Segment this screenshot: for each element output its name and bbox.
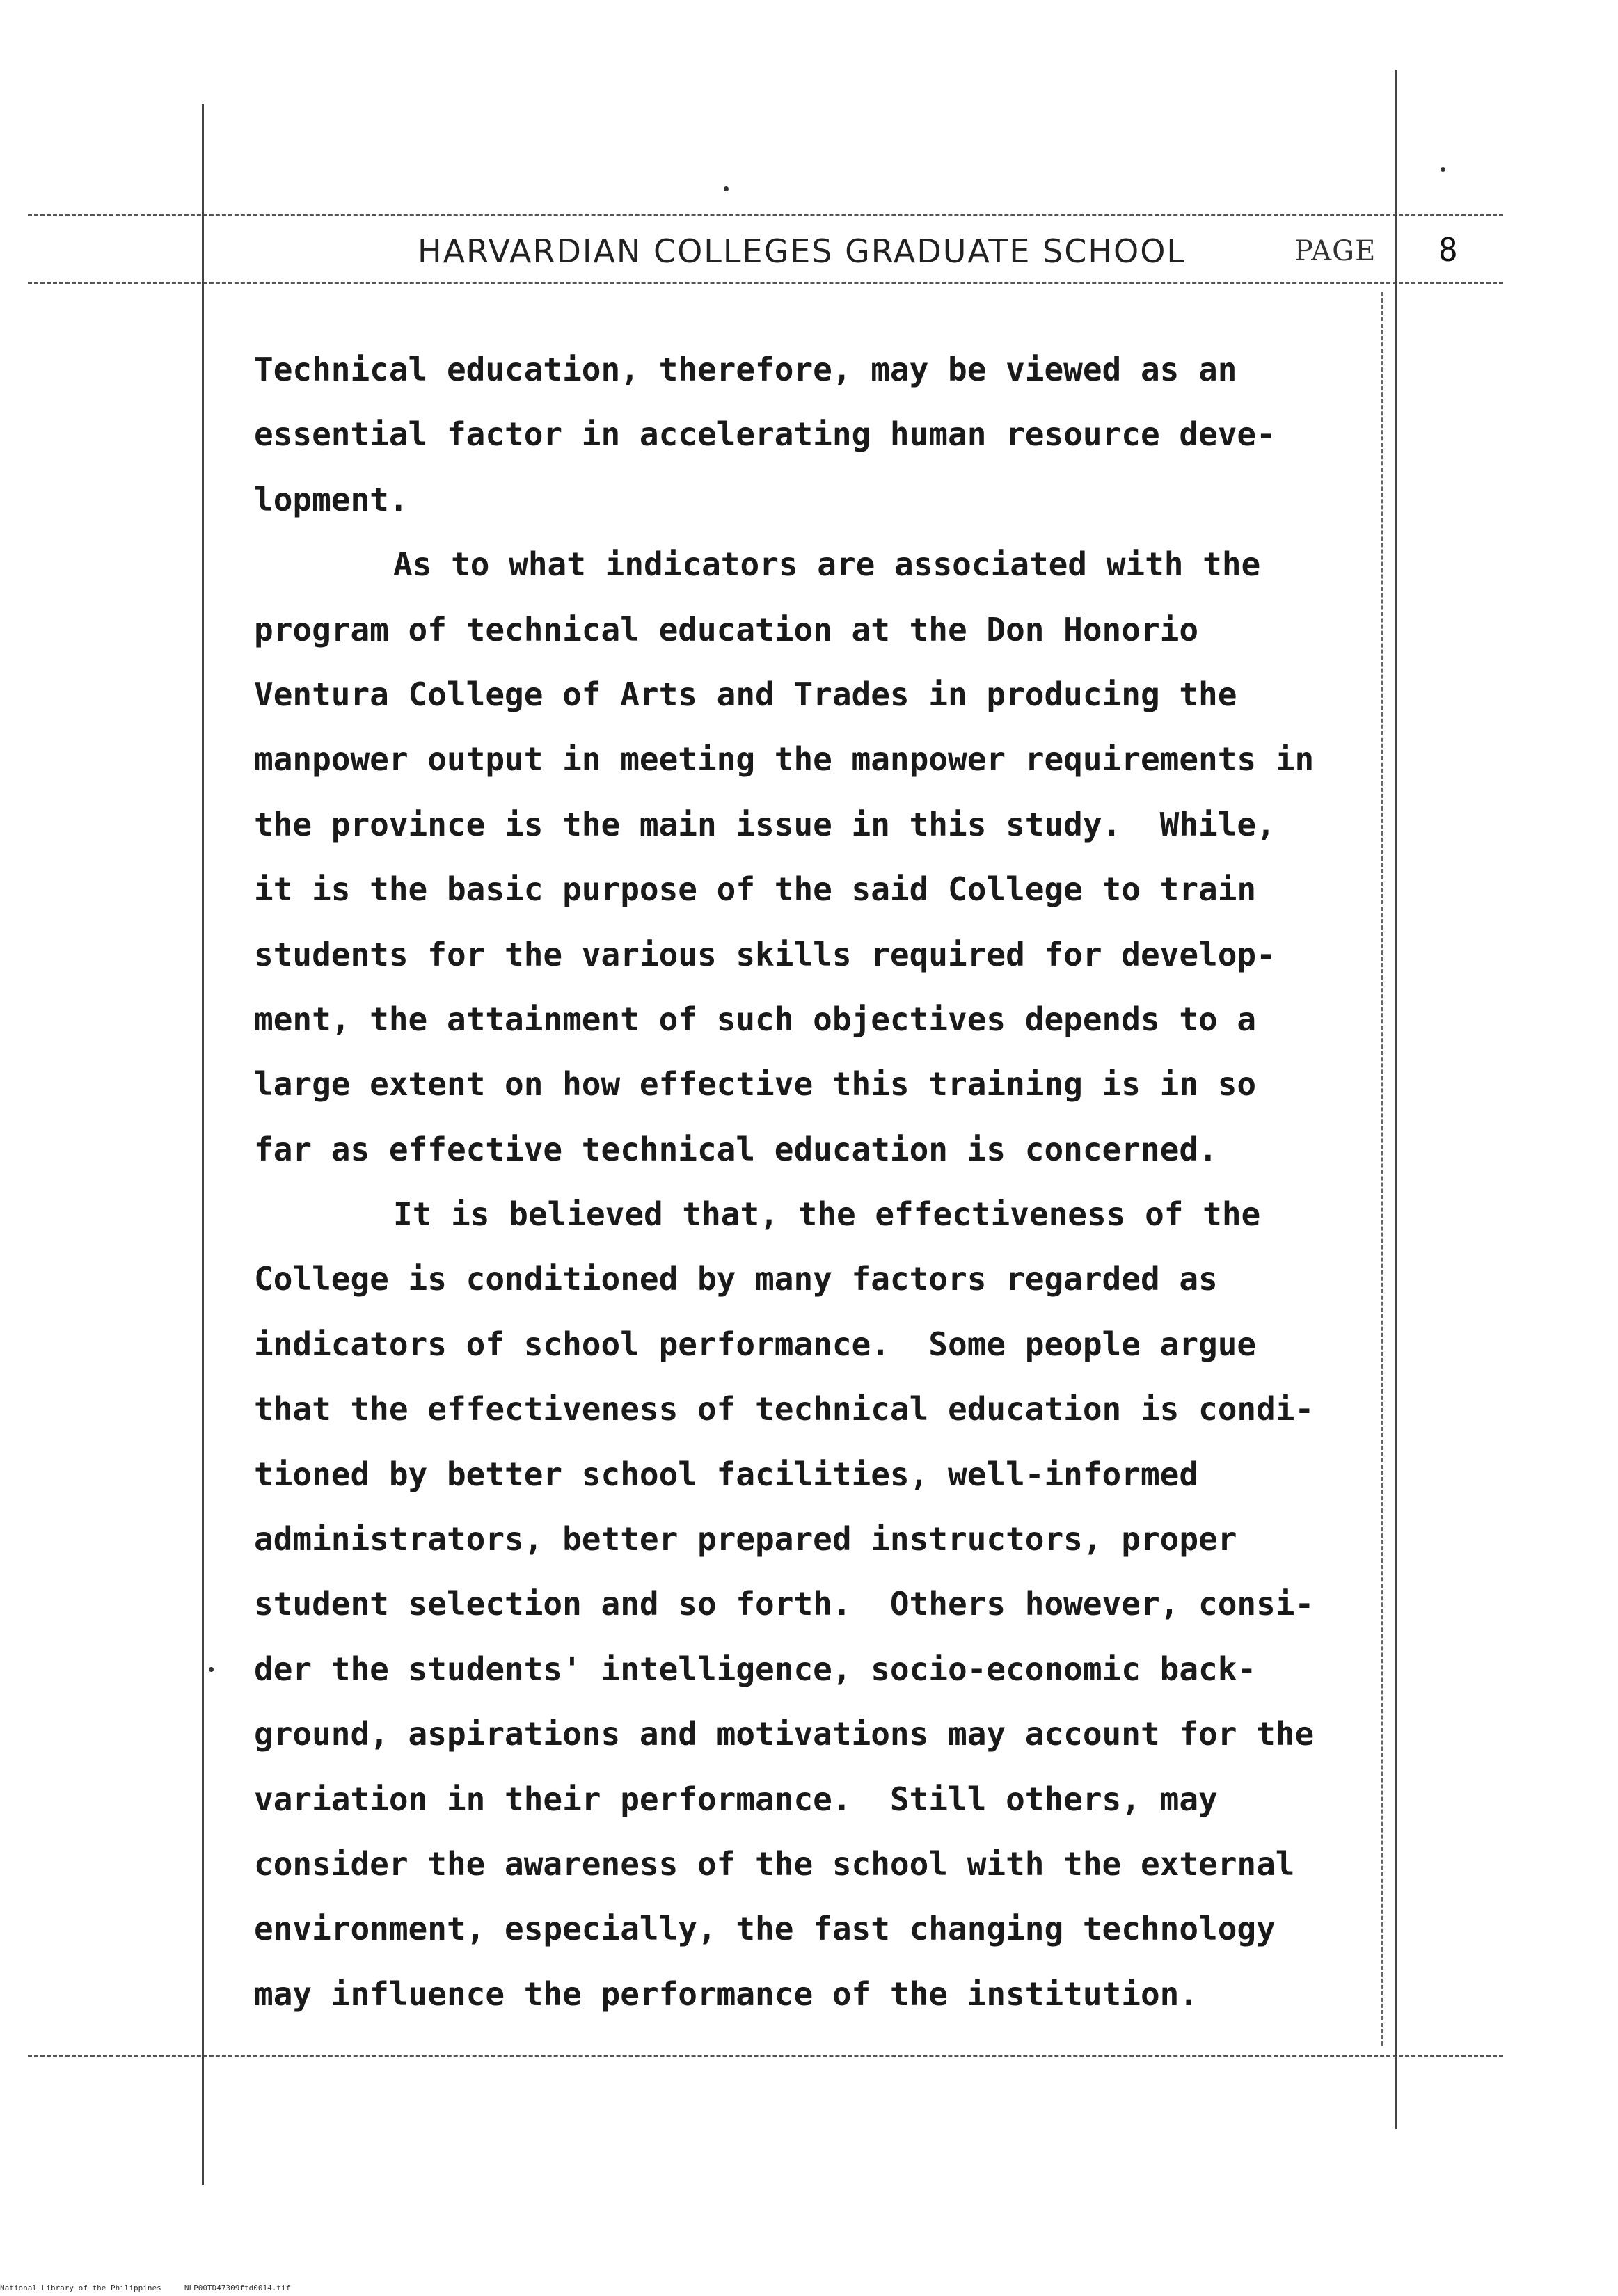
text-line: it is the basic purpose of the said College to train — [254, 870, 1257, 909]
text-line: College is conditioned by many factors regarded as — [254, 1260, 1218, 1298]
body-text — [254, 337, 1374, 2027]
left-margin-rule — [202, 104, 204, 2185]
text-line: large extent on how effective this training is in so — [254, 1065, 1257, 1103]
text-line: program of technical education at the Don Honorio — [254, 610, 1199, 648]
text-line: indicators of school performance. Some people argue — [254, 1325, 1257, 1363]
paragraph-start-line: It is believed that, the effectiveness of the — [393, 1195, 1261, 1234]
scan-speck — [209, 1667, 214, 1672]
text-line: ment, the attainment of such objectives depends to a — [254, 1000, 1257, 1038]
footer-file-id: NLP00TD47309ftd0014.tif — [184, 2283, 291, 2293]
header-bottom-rule — [28, 282, 1503, 284]
header-top-rule — [28, 214, 1503, 216]
text-line: lopment. — [254, 480, 409, 518]
page-number: 8 — [1438, 231, 1458, 269]
text-line: environment, especially, the fast changing technology — [254, 1910, 1276, 1948]
text-line: that the effectiveness of technical education is condi- — [254, 1390, 1315, 1428]
text-line: essential factor in accelerating human resource deve- — [254, 415, 1276, 454]
text-line: the province is the main issue in this study. While, — [254, 805, 1276, 843]
footer-rule — [28, 2055, 1503, 2057]
text-line: may influence the performance of the institution. — [254, 1975, 1199, 2013]
text-line: der the students' intelligence, socio-economic back- — [254, 1650, 1257, 1688]
scan-speck — [724, 186, 729, 191]
page-label: PAGE — [1294, 235, 1377, 267]
header-title: HARVARDIAN COLLEGES GRADUATE SCHOOL — [418, 232, 1187, 270]
text-line: consider the awareness of the school with the external — [254, 1844, 1295, 1883]
paragraph-start-line: As to what indicators are associated with the — [393, 545, 1261, 584]
text-line: Ventura College of Arts and Trades in producing the — [254, 675, 1237, 713]
text-line: far as effective technical education is concerned. — [254, 1130, 1218, 1168]
right-margin-rule — [1395, 70, 1397, 2129]
text-line: variation in their performance. Still others, may — [254, 1780, 1218, 1818]
text-line: student selection and so forth. Others however, consi- — [254, 1585, 1315, 1623]
text-line: manpower output in meeting the manpower requirements in — [254, 740, 1315, 779]
scan-speck — [1441, 167, 1445, 172]
text-line: tioned by better school facilities, well-informed — [254, 1455, 1199, 1493]
right-inner-rule — [1381, 292, 1383, 2046]
text-line: ground, aspirations and motivations may account for the — [254, 1715, 1315, 1753]
text-line: Technical education, therefore, may be viewed as an — [254, 351, 1237, 388]
text-line: administrators, better prepared instructors, proper — [254, 1520, 1237, 1558]
scan-footer — [0, 2283, 290, 2293]
text-line: students for the various skills required for develop- — [254, 935, 1276, 973]
footer-library: National Library of the Philippines — [0, 2283, 161, 2293]
